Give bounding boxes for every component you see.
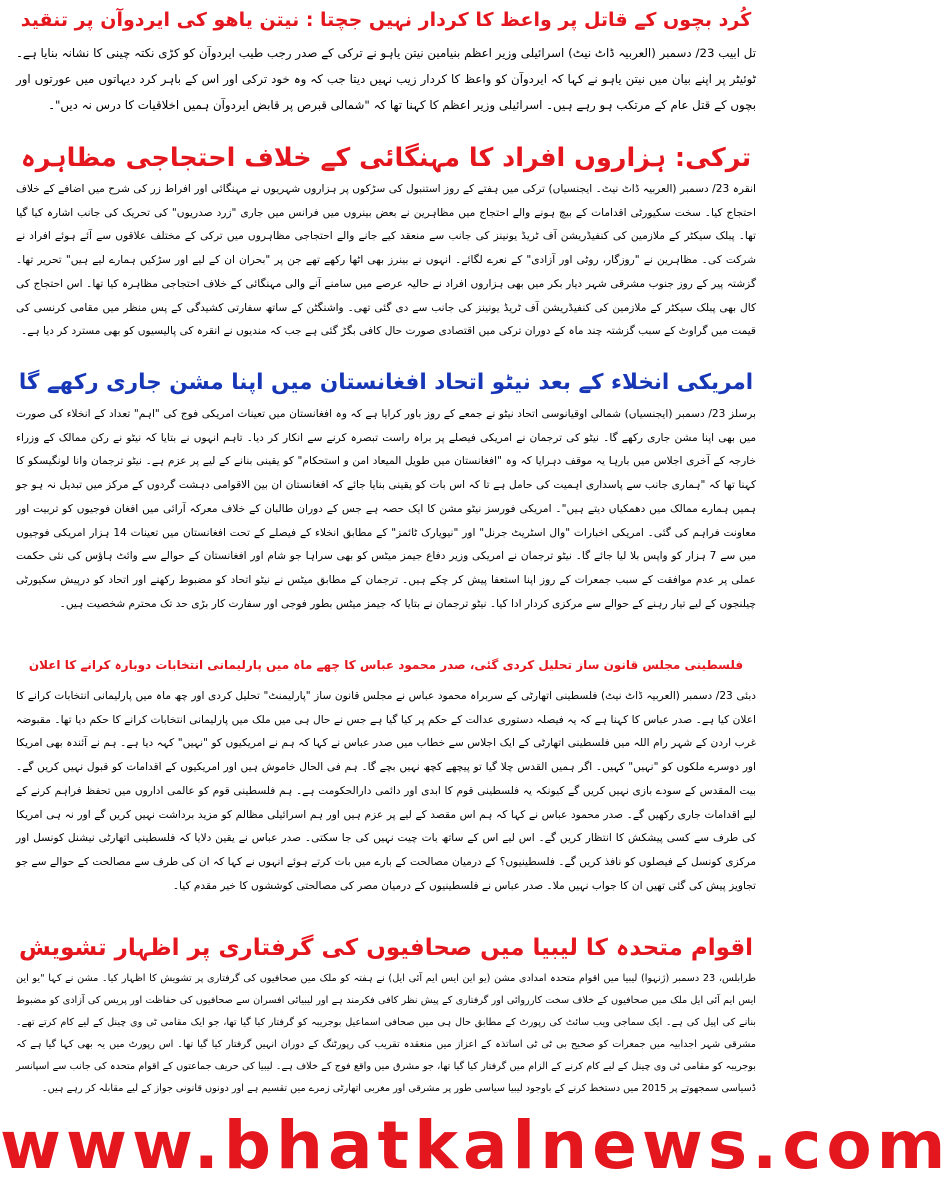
article-body: طرابلس، 23 دسمبر (ژنہوا) لیبیا میں اقوام متحدہ امدادی مشن (یو این ایس ایم آئی ایل) نے ہفتہ کو ملک میں صحافیوں کی گرفتاری پر تشویش کا اظہار کیا۔ مشن نے کہا "یو این ایس ایم آئی ایل ملک میں صحافیوں کے خلاف سخت کارروائی اور گرفتاری کے پیش نظر کافی فکرمند ہے اور لیبیائی افسران سے صحافیوں کی حفاظت اور پریس کی آزادی کو مضبوط بنانے کی اپیل کی ہے۔ ایک سماجی ویب سائٹ کی رپورٹ کے مطابق حال ہی میں صحافی اسماعیل بوجریبہ کو گرفتار کیا گیا تھا، جو ایک مقامی ٹی وی چینل کے لیے کام کرتے تھے۔ مشرقی شہر اجدابیہ میں جمعرات کو صحیح بی ٹی ٹی اساتذہ کے اعزاز میں منعقدہ تقریب کی رپورٹنگ کے دوران انہیں گرفتار کیا گیا تھا۔ اس رپورٹ میں یہ بھی کہا گیا ہے کہ بوجریبہ کو مقامی ٹی وی چینل کے لیے کام کرنے کے الزام میں گرفتار کیا گیا تھا، جو مشرق میں واقع فوج کے خلاف ہے۔ لیبیا کی حریف جماعتوں کے اقوام متحدہ کی جانب سے اسپانسر ڈسیاسی سمجھوتے پر 2015 میں دستخط کرنے کے باوجود لیبیا سیاسی طور پر مشرقی اور مغربی اتھارٹی زمرے میں تقسیم ہے اور دونوں قانونی جواز کے لیے مقابلہ کر رہے ہیں۔ (16, 973, 756, 1094)
article-body: برسلز 23/ دسمبر (ایجنسیاں) شمالی اوقیانوسی اتحاد نیٹو نے جمعے کے روز باور کرایا ہے کہ وہ افغانستان میں تعینات امریکی فوج کی "اہم" تعداد کے انخلاء کی صورت میں بھی اپنا مشن جاری رکھے گا۔ نیٹو کی ترجمان نے امریکی فیصلے پر براہ راست تبصرہ کرنے سے انکار کر دیا۔ تاہم انہوں نے بتایا کہ نیٹو نے رکن ممالک کے وزراء خارجہ کے آخری اجلاس میں بارہا یہ موقف دہرایا کہ وہ "افغانستان میں طویل المیعاد امن و استحکام" کو یقینی بنانے کے لیے پر عزم ہے۔ نیٹو ترجمان وانا لونگیسکو کا کہنا تھا کہ "ہماری جانب سے پاسداری اہمیت کی حامل ہے تا کہ اس بات کو یقینی بنایا جائے کہ افغانستان ان بین الاقوامی دہشت گردوں کے مرکز میں تبدیل نہ ہو جو ہمیں ہمارے ممالک میں دھمکیاں دیتے ہیں"۔ امریکی فورسز نیٹو مشن کا ایک حصہ ہے جس کے دوران طالبان کے خلاف معرکہ آرائی میں افغان فوجیوں کو تربیت اور معاونت فراہم کی گئی۔ امریکی اخبارات "وال اسٹریٹ جرنل" اور "نیویارک ٹائمز" کے مطابق انخلاء کے فیصلے کے تحت افغانستان میں تعینات 14 ہزار امریکی فوجیوں میں سے 7 ہزار کو واپس بلا لیا جائے گا۔ نیٹو ترجمان نے امریکی وزیر دفاع جیمز میٹس کو بھی سراہا جو شام اور افغانستان کے حوالے سے وائٹ ہاؤس کی نئی حکمت عملی پر عدم موافقت کے سبب جمعرات کے روز اپنا استعفا پیش کر چکے ہیں۔ ترجمان کے مطابق میٹس نے نیٹو اتحاد کو مضبوط رکھنے اور اتحاد کو درپیش سکیورٹی چیلنجوں کے لیے تیار رہنے کے حوالے سے مرکزی کردار ادا کیا۔ نیٹو ترجمان نے بتایا کہ جیمز میٹس بطور فوجی اور سفارت کار بڑی حد تک محترم شخصیت ہیں۔ (16, 408, 756, 610)
article-palestine-council (0, 645, 772, 898)
article-body: انقرہ 23/ دسمبر (العربیہ ڈاٹ نیٹ۔ ایجنسیاں) ترکی میں ہفتے کے روز استنبول کی سڑکوں پر ہزاروں شہریوں نے مہنگائی اور افراط زر کی شرح میں اضافے کے خلاف احتجاج کیا۔ سخت سکیورٹی اقدامات کے بیچ ہونے والے احتجاج میں مظاہرین نے بعض بینروں میں فرانس میں جاری "زرد صدریوں" کی تحریک کی جانب اشارہ کیا گیا تھا۔ پبلک سیکٹر کے ملازمین کی کنفیڈریشن آف ٹریڈ یونینز کی جانب سے منعقد کیے جانے والے احتجاجی مظاہروں میں ترکی کے مختلف علاقوں سے آئے ہوئے افراد نے شرکت کی۔ مظاہرین نے "روزگار، روٹی اور آزادی" کے نعرے لگائے۔ انہوں نے بینرز بھی اٹھا رکھے تھے جن پر "بحران ان کے لیے اور سڑکیں ہمارے لیے ہیں" تحریر تھا۔ گزشتہ پیر کے روز جنوب مشرقی شہر دیار بکر میں بھی ہزاروں افراد نے حالیہ عرصے میں سامنے آنے والی مہنگائی کے خلاف احتجاجی مظاہرہ کیا تھا۔ اس احتجاج کی کال بھی پبلک سیکٹر کے ملازمین کی کنفیڈریشن آف ٹریڈ یونینز کی جانب سے دی گئی تھی۔ واشنگٹن کے ساتھ سفارتی کشیدگی کے پس منظر میں مقامی کرنسی کی قیمت میں گراوٹ کے سبب گزشتہ چند ماہ کے دوران ترکی میں اقتصادی صورت حال کافی بگڑ گئی ہے جب کہ مندیوں نے انقرہ کی پالیسیوں کو بھی مسترد کر دیا ہے۔ (16, 183, 757, 338)
website-url-footer: www.bhatkalnews.com (0, 1107, 950, 1184)
article-body: تل ابیب 23/ دسمبر (العربیہ ڈاٹ نیٹ) اسرائیلی وزیر اعظم بنیامین نیتن یاہو نے ترکی کے صدر رجب طیب ایردوآن کو کڑی نکتہ چینی کا نشانہ بنایا ہے۔ ٹوئیٹر پر اپنے بیان میں نیتن یاہو نے کہا کہ ایردوآن کو واعظ کا کردار زیب نہیں دیتا جب کہ وہ خود ترکی اور اس کے باہر کرد دیہاتوں میں عورتوں اور بچوں کے قتل عام کے مرتکب ہو رہے ہیں۔ اسرائیلی وزیر اعظم کا کہنا تھا کہ "شمالی قبرص پر قابض ایردوآن ہمیں اخلاقیات کا درس نہ دیں"۔ (16, 46, 756, 113)
article-turkey-protest (0, 138, 772, 344)
article-headline: اقوام متحدہ کا لیبیا میں صحافیوں کی گرفتاری پر اظہار تشویش (18, 935, 754, 961)
article-netanyahu-erdogan (0, 0, 772, 118)
article-nato-afghanistan (0, 363, 772, 616)
article-headline: امریکی انخلاء کے بعد نیٹو اتحاد افغانستان میں اپنا مشن جاری رکھے گا (18, 370, 754, 395)
article-body: دبئی 23/ دسمبر (العربیہ ڈاٹ نیٹ) فلسطینی اتھارٹی کے سربراہ محمود عباس نے مجلس قانون ساز "پارلیمنٹ" تحلیل کردی اور چھ ماہ میں پارلیمانی انتخابات کرانے کا اعلان کیا ہے۔ صدر عباس کا کہنا ہے کہ یہ فیصلہ دستوری عدالت کے حکم پر کیا گیا ہے جس نے حال ہی میں ملک میں پارلیمانی انتخابات کرانے کا حکم دیا تھا۔ مقبوضہ غرب اردن کے شہر رام اللہ میں فلسطینی اتھارٹی کے ایک اجلاس سے خطاب میں صدر عباس نے کہا کہ ہم نے امریکیوں کو "نہیں" کہہ دیا ہے۔ ہم نے آئندہ بھی امریکا اور دوسرے ملکوں کو "نہیں" کہیں۔ اگر ہمیں القدس چلا گیا تو پیچھے کچھ نہیں بچے گا۔ ہم فی الحال خاموش ہیں اور امریکیوں کے اقدامات کو قبول نہیں کریں گے۔ بیت المقدس کے سودے بازی نہیں کریں گے کیونکہ یہ فلسطینی قوم کا ابدی اور دائمی دارالحکومت ہے۔ ہم فلسطینی قوم کو عالمی اداروں میں تحفظ فراہم کرنے کے لیے اقدامات جاری رکھیں گے۔ صدر محمود عباس نے کہا کہ ہم اس مقصد کے لیے پر عزم ہیں اور ہم اسرائیلی مظالم کو مزید برداشت نہیں کریں گے اور نہ ہی امریکا کی طرف سے کسی پیشکش کا انتظار کریں گے۔ اس لیے اس کے ساتھ بات چیت نہیں کی جا سکتی۔ صدر عباس نے یقین دلایا کہ فلسطینی اتھارٹی نیشنل کونسل اور مرکزی کونسل کے فیصلوں کو نافذ کریں گے۔ فلسطینیوں؟ کے درمیان مصالحت کے بارے میں بات کرتے ہوئے انہوں نے کہا کہ ان کی طرف سے مصالحت کے حوالے سے جو تجاویز پیش کی گئی تھیں ان کا جواب نہیں ملا۔ صدر عباس نے فلسطینیوں کے درمیان مصر کی مصالحتی کوششوں کا خیر مقدم کیا۔ (16, 690, 757, 892)
article-headline: ترکی: ہزاروں افراد کا مہنگائی کے خلاف احتجاجی مظاہرہ (20, 143, 752, 173)
article-headline: کُرد بچوں کے قاتل پر واعظ کا کردار نہیں جچتا : نیتن یاھو کی ایردوآن پر تنقید (20, 9, 752, 31)
article-un-libya (0, 928, 772, 1099)
article-headline: فلسطینی مجلس قانون ساز تحلیل کردی گئی، صدر محمود عباس کا چھے ماہ میں پارلیمانی انتخابات دوبارہ کرانے کا اعلان (28, 658, 744, 672)
